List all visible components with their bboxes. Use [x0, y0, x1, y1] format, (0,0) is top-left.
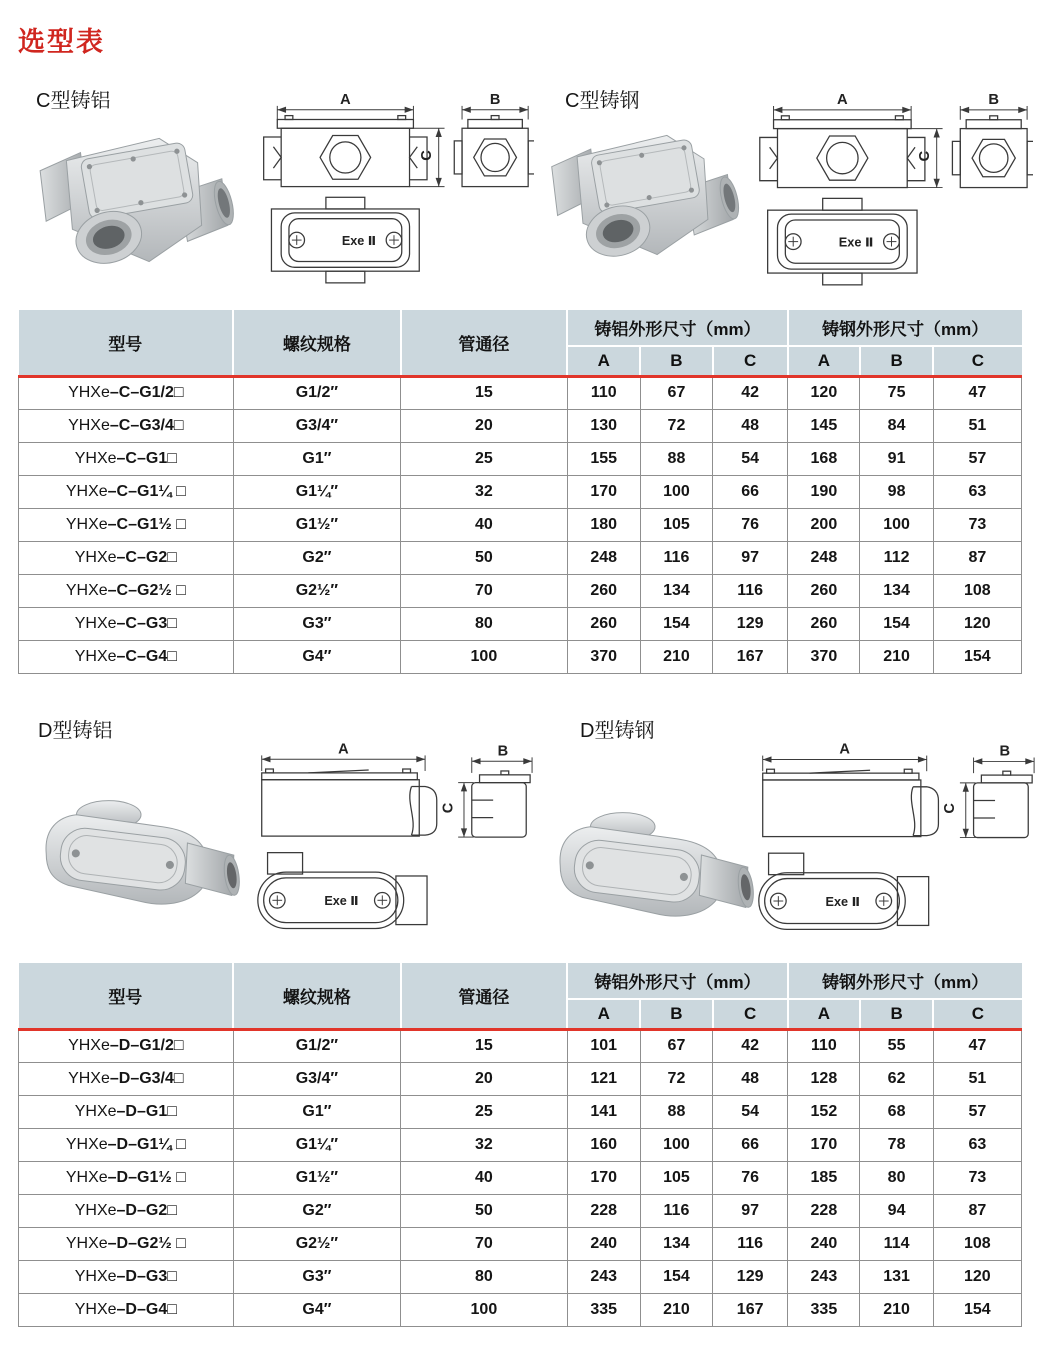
- steel-a-cell: 228: [788, 1194, 860, 1227]
- alu-c-cell: 76: [713, 1161, 788, 1194]
- thread-cell: G1/2″: [233, 1029, 401, 1062]
- thread-cell: G3″: [233, 1260, 401, 1293]
- subcol-steel-c: C: [933, 999, 1021, 1029]
- steel-a-cell: 145: [788, 409, 860, 442]
- alu-c-cell: 42: [713, 376, 788, 409]
- bore-cell: 40: [401, 1161, 567, 1194]
- bore-cell: 100: [401, 640, 567, 673]
- thread-cell: G1½″: [233, 508, 401, 541]
- thread-cell: G1¼″: [233, 1128, 401, 1161]
- col-header-thread: 螺纹规格: [233, 310, 401, 376]
- alu-c-cell: 48: [713, 409, 788, 442]
- product-label-c-steel: C型铸钢: [565, 90, 640, 112]
- product-photo-d-aluminum: [24, 756, 256, 928]
- alu-b-cell: 134: [640, 574, 712, 607]
- bore-cell: 25: [401, 442, 567, 475]
- model-cell: YHXe–D–G3□: [19, 1260, 234, 1293]
- alu-b-cell: 67: [640, 1029, 712, 1062]
- thread-cell: G4″: [233, 640, 401, 673]
- subcol-steel-a: A: [788, 346, 860, 376]
- steel-c-cell: 154: [933, 1293, 1021, 1326]
- table-row: [19, 1029, 1022, 1062]
- selection-table-c: [18, 310, 1022, 674]
- steel-a-cell: 128: [788, 1062, 860, 1095]
- subcol-steel-a: A: [788, 999, 860, 1029]
- bore-cell: 50: [401, 1194, 567, 1227]
- table-row: [19, 1293, 1022, 1326]
- alu-a-cell: 110: [567, 376, 640, 409]
- steel-c-cell: 120: [933, 1260, 1021, 1293]
- bore-cell: 50: [401, 541, 567, 574]
- bore-cell: 80: [401, 1260, 567, 1293]
- steel-c-cell: 73: [933, 1161, 1021, 1194]
- model-cell: YHXe–C–G2□: [19, 541, 234, 574]
- thread-cell: G3″: [233, 607, 401, 640]
- alu-b-cell: 100: [640, 475, 712, 508]
- alu-a-cell: 141: [567, 1095, 640, 1128]
- col-header-model: 型号: [19, 963, 234, 1029]
- steel-b-cell: 134: [860, 574, 933, 607]
- table-row: [19, 607, 1022, 640]
- bore-cell: 32: [401, 475, 567, 508]
- alu-a-cell: 248: [567, 541, 640, 574]
- model-cell: YHXe–D–G1½ □: [19, 1161, 234, 1194]
- thread-cell: G1″: [233, 1095, 401, 1128]
- model-cell: YHXe–C–G1½ □: [19, 508, 234, 541]
- model-cell: YHXe–C–G1□: [19, 442, 234, 475]
- alu-b-cell: 210: [640, 640, 712, 673]
- dimension-drawing-c-steel: [748, 90, 1033, 292]
- alu-b-cell: 72: [640, 409, 712, 442]
- steel-c-cell: 47: [933, 376, 1021, 409]
- table-row: [19, 508, 1022, 541]
- alu-b-cell: 88: [640, 1095, 712, 1128]
- steel-b-cell: 78: [860, 1128, 933, 1161]
- model-cell: YHXe–C–G3□: [19, 607, 234, 640]
- col-header-thread: 螺纹规格: [233, 963, 401, 1029]
- model-cell: YHXe–D–G3/4□: [19, 1062, 234, 1095]
- steel-c-cell: 63: [933, 1128, 1021, 1161]
- steel-c-cell: 73: [933, 508, 1021, 541]
- thread-cell: G2″: [233, 541, 401, 574]
- alu-c-cell: 76: [713, 508, 788, 541]
- bore-cell: 32: [401, 1128, 567, 1161]
- table-row: [19, 376, 1022, 409]
- steel-a-cell: 240: [788, 1227, 860, 1260]
- steel-b-cell: 68: [860, 1095, 933, 1128]
- col-group-steel: 铸钢外形尺寸（mm）: [788, 310, 1022, 346]
- subcol-steel-b: B: [860, 346, 933, 376]
- alu-a-cell: 130: [567, 409, 640, 442]
- alu-b-cell: 154: [640, 607, 712, 640]
- table-row: [19, 541, 1022, 574]
- steel-c-cell: 47: [933, 1029, 1021, 1062]
- steel-b-cell: 80: [860, 1161, 933, 1194]
- steel-b-cell: 114: [860, 1227, 933, 1260]
- alu-a-cell: 260: [567, 607, 640, 640]
- steel-b-cell: 210: [860, 640, 933, 673]
- steel-c-cell: 51: [933, 409, 1021, 442]
- steel-a-cell: 243: [788, 1260, 860, 1293]
- bore-cell: 100: [401, 1293, 567, 1326]
- subcol-alu-a: A: [567, 999, 640, 1029]
- alu-a-cell: 101: [567, 1029, 640, 1062]
- model-cell: YHXe–C–G1/2□: [19, 376, 234, 409]
- steel-a-cell: 185: [788, 1161, 860, 1194]
- subcol-alu-b: B: [640, 346, 712, 376]
- steel-c-cell: 57: [933, 442, 1021, 475]
- model-cell: YHXe–D–G2□: [19, 1194, 234, 1227]
- alu-c-cell: 116: [713, 574, 788, 607]
- alu-c-cell: 129: [713, 607, 788, 640]
- subcol-steel-b: B: [860, 999, 933, 1029]
- alu-b-cell: 116: [640, 541, 712, 574]
- alu-c-cell: 66: [713, 1128, 788, 1161]
- steel-b-cell: 62: [860, 1062, 933, 1095]
- alu-b-cell: 105: [640, 508, 712, 541]
- steel-b-cell: 154: [860, 607, 933, 640]
- thread-cell: G3/4″: [233, 1062, 401, 1095]
- alu-c-cell: 97: [713, 1194, 788, 1227]
- model-cell: YHXe–C–G4□: [19, 640, 234, 673]
- subcol-alu-c: C: [713, 346, 788, 376]
- table-row: [19, 409, 1022, 442]
- steel-c-cell: 57: [933, 1095, 1021, 1128]
- steel-b-cell: 75: [860, 376, 933, 409]
- steel-a-cell: 120: [788, 376, 860, 409]
- alu-a-cell: 170: [567, 1161, 640, 1194]
- steel-a-cell: 370: [788, 640, 860, 673]
- col-header-model: 型号: [19, 310, 234, 376]
- model-cell: YHXe–D–G2½ □: [19, 1227, 234, 1260]
- steel-b-cell: 84: [860, 409, 933, 442]
- alu-c-cell: 42: [713, 1029, 788, 1062]
- alu-b-cell: 210: [640, 1293, 712, 1326]
- page-title: 选型表: [18, 27, 105, 57]
- steel-b-cell: 210: [860, 1293, 933, 1326]
- alu-c-cell: 167: [713, 1293, 788, 1326]
- thread-cell: G3/4″: [233, 409, 401, 442]
- alu-c-cell: 66: [713, 475, 788, 508]
- steel-a-cell: 110: [788, 1029, 860, 1062]
- steel-b-cell: 112: [860, 541, 933, 574]
- selection-table-d: [18, 963, 1022, 1327]
- steel-a-cell: 152: [788, 1095, 860, 1128]
- steel-b-cell: 91: [860, 442, 933, 475]
- alu-a-cell: 155: [567, 442, 640, 475]
- steel-b-cell: 94: [860, 1194, 933, 1227]
- alu-c-cell: 54: [713, 1095, 788, 1128]
- subcol-alu-c: C: [713, 999, 788, 1029]
- alu-b-cell: 67: [640, 376, 712, 409]
- steel-a-cell: 170: [788, 1128, 860, 1161]
- table-row: [19, 1161, 1022, 1194]
- table-row: [19, 475, 1022, 508]
- bore-cell: 15: [401, 1029, 567, 1062]
- dimension-drawing-c-aluminum: [252, 90, 534, 290]
- steel-a-cell: 335: [788, 1293, 860, 1326]
- model-cell: YHXe–D–G1/2□: [19, 1029, 234, 1062]
- product-photo-c-aluminum: [28, 108, 240, 290]
- steel-a-cell: 168: [788, 442, 860, 475]
- alu-c-cell: 54: [713, 442, 788, 475]
- alu-c-cell: 48: [713, 1062, 788, 1095]
- bore-cell: 80: [401, 607, 567, 640]
- alu-a-cell: 228: [567, 1194, 640, 1227]
- thread-cell: G2½″: [233, 574, 401, 607]
- col-header-bore: 管通径: [401, 310, 567, 376]
- model-cell: YHXe–D–G1□: [19, 1095, 234, 1128]
- bore-cell: 70: [401, 1227, 567, 1260]
- thread-cell: G1½″: [233, 1161, 401, 1194]
- thread-cell: G1¼″: [233, 475, 401, 508]
- steel-c-cell: 120: [933, 607, 1021, 640]
- steel-c-cell: 63: [933, 475, 1021, 508]
- table-row: [19, 640, 1022, 673]
- alu-a-cell: 160: [567, 1128, 640, 1161]
- subcol-steel-c: C: [933, 346, 1021, 376]
- bore-cell: 25: [401, 1095, 567, 1128]
- thread-cell: G2½″: [233, 1227, 401, 1260]
- steel-c-cell: 108: [933, 574, 1021, 607]
- thread-cell: G4″: [233, 1293, 401, 1326]
- alu-a-cell: 180: [567, 508, 640, 541]
- table-row: [19, 1062, 1022, 1095]
- steel-c-cell: 154: [933, 640, 1021, 673]
- alu-b-cell: 154: [640, 1260, 712, 1293]
- thread-cell: G1″: [233, 442, 401, 475]
- table-row: [19, 1260, 1022, 1293]
- model-cell: YHXe–D–G1¼ □: [19, 1128, 234, 1161]
- col-header-bore: 管通径: [401, 963, 567, 1029]
- alu-a-cell: 260: [567, 574, 640, 607]
- alu-a-cell: 121: [567, 1062, 640, 1095]
- bore-cell: 20: [401, 409, 567, 442]
- alu-a-cell: 335: [567, 1293, 640, 1326]
- thread-cell: G2″: [233, 1194, 401, 1227]
- steel-c-cell: 108: [933, 1227, 1021, 1260]
- alu-b-cell: 72: [640, 1062, 712, 1095]
- bore-cell: 70: [401, 574, 567, 607]
- alu-a-cell: 240: [567, 1227, 640, 1260]
- table-row: [19, 1227, 1022, 1260]
- col-group-steel: 铸钢外形尺寸（mm）: [788, 963, 1022, 999]
- product-label-d-steel: D型铸钢: [580, 720, 655, 742]
- col-group-aluminum: 铸铝外形尺寸（mm）: [567, 310, 788, 346]
- steel-a-cell: 260: [788, 574, 860, 607]
- steel-a-cell: 190: [788, 475, 860, 508]
- table-row: [19, 1194, 1022, 1227]
- section-d-type: [0, 698, 1040, 958]
- subcol-alu-b: B: [640, 999, 712, 1029]
- alu-a-cell: 170: [567, 475, 640, 508]
- bore-cell: 15: [401, 376, 567, 409]
- steel-a-cell: 200: [788, 508, 860, 541]
- steel-c-cell: 87: [933, 1194, 1021, 1227]
- alu-c-cell: 116: [713, 1227, 788, 1260]
- product-label-d-aluminum: D型铸铝: [38, 720, 113, 742]
- table-row: [19, 574, 1022, 607]
- model-cell: YHXe–C–G2½ □: [19, 574, 234, 607]
- alu-c-cell: 129: [713, 1260, 788, 1293]
- steel-a-cell: 248: [788, 541, 860, 574]
- product-photo-d-steel: [538, 768, 770, 940]
- alu-b-cell: 100: [640, 1128, 712, 1161]
- alu-c-cell: 167: [713, 640, 788, 673]
- steel-c-cell: 51: [933, 1062, 1021, 1095]
- steel-c-cell: 87: [933, 541, 1021, 574]
- alu-b-cell: 88: [640, 442, 712, 475]
- product-photo-c-steel: [540, 106, 745, 282]
- col-group-aluminum: 铸铝外形尺寸（mm）: [567, 963, 788, 999]
- steel-b-cell: 55: [860, 1029, 933, 1062]
- bore-cell: 40: [401, 508, 567, 541]
- table-row: [19, 1095, 1022, 1128]
- dimension-drawing-d-steel: [752, 738, 1037, 943]
- alu-b-cell: 116: [640, 1194, 712, 1227]
- steel-b-cell: 98: [860, 475, 933, 508]
- alu-c-cell: 97: [713, 541, 788, 574]
- thread-cell: G1/2″: [233, 376, 401, 409]
- alu-b-cell: 134: [640, 1227, 712, 1260]
- dimension-drawing-d-aluminum: [252, 736, 534, 944]
- steel-a-cell: 260: [788, 607, 860, 640]
- model-cell: YHXe–D–G4□: [19, 1293, 234, 1326]
- section-c-type: [0, 84, 1040, 308]
- table-row: [19, 1128, 1022, 1161]
- model-cell: YHXe–C–G1¼ □: [19, 475, 234, 508]
- model-cell: YHXe–C–G3/4□: [19, 409, 234, 442]
- subcol-alu-a: A: [567, 346, 640, 376]
- alu-b-cell: 105: [640, 1161, 712, 1194]
- product-label-c-aluminum: C型铸铝: [36, 90, 111, 112]
- table-row: [19, 442, 1022, 475]
- alu-a-cell: 370: [567, 640, 640, 673]
- alu-a-cell: 243: [567, 1260, 640, 1293]
- steel-b-cell: 100: [860, 508, 933, 541]
- steel-b-cell: 131: [860, 1260, 933, 1293]
- bore-cell: 20: [401, 1062, 567, 1095]
